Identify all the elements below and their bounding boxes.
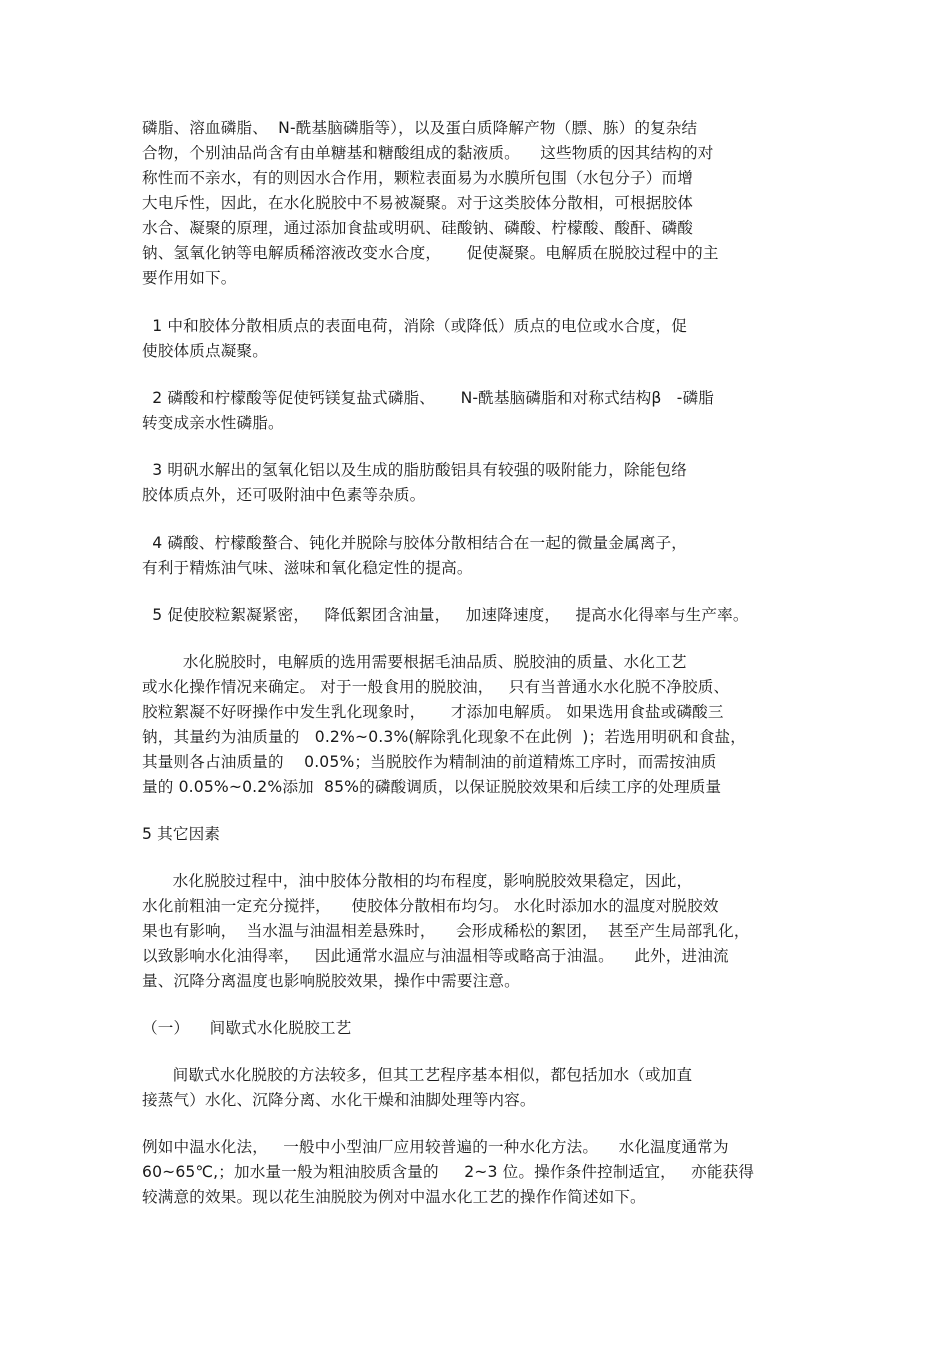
text-line: 其量则各占油质量的 0.05%；当脱胶作为精制油的前道精炼工序时，而需按油质	[142, 753, 717, 771]
text-line: 水化脱胶时，电解质的选用需要根据毛油品质、脱胶油的质量、水化工艺	[142, 653, 687, 671]
text-line: 大电斥性，因此，在水化脱胶中不易被凝聚。对于这类胶体分散相，可根据胶体	[142, 194, 694, 212]
text-line: 2 磷酸和柠檬酸等促使钙镁复盐式磷脂、 N-酰基脑磷脂和对称式结构β -磷脂	[142, 389, 715, 407]
text-line: 合物，个别油品尚含有由单糖基和糖酸组成的黏液质。 这些物质的因其结构的对	[142, 144, 714, 162]
paragraph-electrolyte	[142, 650, 810, 800]
text-line: 磷脂、溶血磷脂、 N-酰基脑磷脂等），以及蛋白质降解产物（膘、胨）的复杂结	[142, 119, 698, 137]
text-line: 使胶体质点凝聚。	[142, 342, 268, 360]
list-item-2	[142, 386, 810, 436]
text-line: 4 磷酸、柠檬酸螯合、钝化并脱除与胶体分散相结合在一起的微量金属离子，	[142, 534, 687, 552]
heading-text: （一） 间歇式水化脱胶工艺	[142, 1019, 352, 1037]
text-line: 以致影响水化油得率， 因此通常水温应与油温相等或略高于油温。 此外，进油流	[142, 947, 729, 965]
text-line: 胶体质点外，还可吸附油中色素等杂质。	[142, 486, 426, 504]
text-line: 例如中温水化法， 一般中小型油厂应用较普遍的一种水化方法。 水化温度通常为	[142, 1138, 729, 1156]
text-line: 3 明矾水解出的氢氧化铝以及生成的脂肪酸铝具有较强的吸附能力，除能包络	[142, 461, 687, 479]
text-line: 有利于精炼油气味、滋味和氧化稳定性的提高。	[142, 559, 473, 577]
text-line: 或水化操作情况来确定。 对于一般食用的脱胶油， 只有当普通水水化脱不净胶质、	[142, 678, 730, 696]
text-line: 要作用如下。	[142, 269, 237, 287]
text-line: 钠、氢氧化钠等电解质稀溶液改变水合度， 促使凝聚。电解质在脱胶过程中的主	[142, 244, 719, 262]
text-line: 胶粒絮凝不好呀操作中发生乳化现象时， 才添加电解质。 如果选用食盐或磷酸三	[142, 703, 724, 721]
text-line: 水化前粗油一定充分搅拌， 使胶体分散相布均匀。 水化时添加水的温度对脱胶效	[142, 897, 719, 915]
text-line: 钠，其量约为油质量的 0.2%~0.3%(解除乳化现象不在此例 )；若选用明矾和食盐，	[142, 728, 746, 746]
section-heading-other-factors	[142, 822, 810, 847]
text-line: 60~65℃,；加水量一般为粗油胶质含量的 2~3 位。操作条件控制适宜， 亦能获得	[142, 1163, 755, 1181]
list-item-4	[142, 531, 810, 581]
heading-text: 5 其它因素	[142, 825, 221, 843]
text-line: 水合、凝聚的原理，通过添加食盐或明矾、硅酸钠、磷酸、柠檬酸、酸酐、磷酸	[142, 219, 694, 237]
text-line: 接蒸气）水化、沉降分离、水化干燥和油脚处理等内容。	[142, 1091, 536, 1109]
text-line: 较满意的效果。现以花生油脱胶为例对中温水化工艺的操作作简述如下。	[142, 1188, 646, 1206]
list-item-5	[142, 603, 810, 628]
list-item-1	[142, 314, 810, 364]
list-item-3	[142, 458, 810, 508]
text-line: 转变成亲水性磷脂。	[142, 414, 284, 432]
section-heading-batch	[142, 1016, 810, 1041]
text-line: 称性而不亲水，有的则因水合作用，颗粒表面易为水膜所包围（水包分子）而增	[142, 169, 694, 187]
text-line: 间歇式水化脱胶的方法较多，但其工艺程序基本相似，都包括加水（或加直	[142, 1066, 693, 1084]
text-line: 1 中和胶体分散相质点的表面电荷，消除（或降低）质点的电位或水合度，促	[142, 317, 687, 335]
paragraph-intro	[142, 116, 810, 291]
text-line: 5 促使胶粒絮凝紧密， 降低絮团含油量， 加速降速度， 提高水化得率与生产率。	[142, 606, 749, 624]
text-line: 量、沉降分离温度也影响脱胶效果，操作中需要注意。	[142, 972, 520, 990]
paragraph-batch	[142, 1063, 810, 1113]
paragraph-other-factors	[142, 869, 810, 994]
text-line: 果也有影响， 当水温与油温相差悬殊时， 会形成稀松的絮团， 甚至产生局部乳化，	[142, 922, 750, 940]
paragraph-medium-temp	[142, 1135, 810, 1210]
text-line: 水化脱胶过程中，油中胶体分散相的均布程度，影响脱胶效果稳定，因此，	[142, 872, 693, 890]
text-line: 量的 0.05%~0.2%添加 85%的磷酸调质，以保证脱胶效果和后续工序的处理质量	[142, 778, 722, 796]
